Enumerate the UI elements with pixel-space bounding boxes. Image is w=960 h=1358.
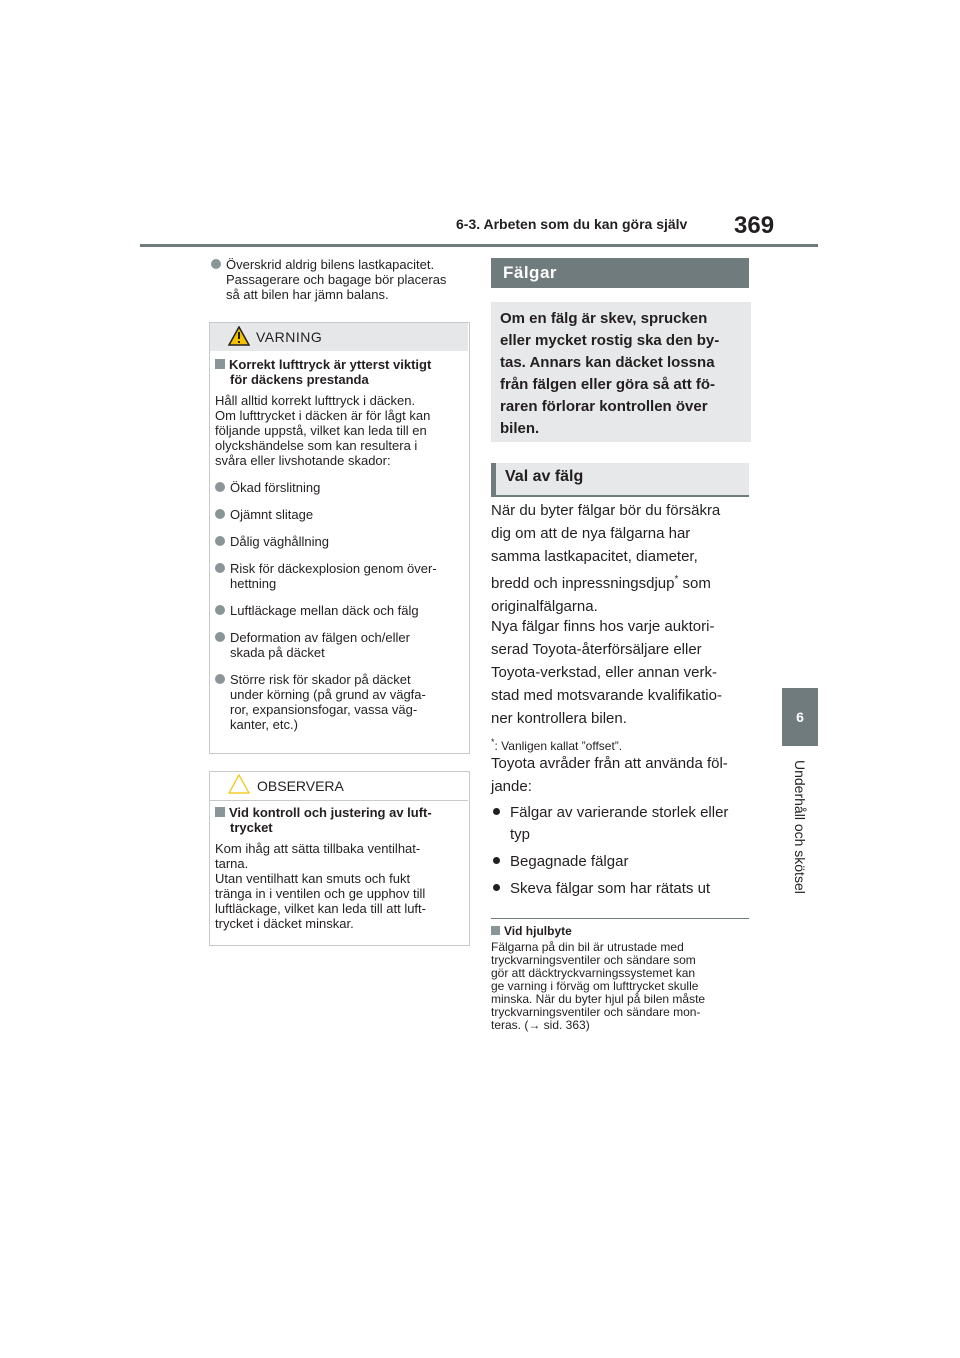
list-item: Deformation av fälgen och/eller skada på däcket [215,630,465,660]
notice-heading-line: trycket [230,820,273,835]
header-rule [140,244,818,247]
note-block: Vid hjulbyte Fälgarna på din bil är utrustade med tryckvarningsventiler och sändare som gör att däcktryckvarningssystemet kan ge varning i förväg om lufttrycket skulle minska. När du byter hjul på bilen måste tryckvarningsventiler och sändare mon- teras. (→ sid. 363) [491,924,706,1032]
summary-line: eller mycket rostig ska den by- [500,332,720,349]
warning-heading-line: Korrekt lufttryck är ytterst viktigt [229,357,432,372]
subsection-header [491,463,749,497]
paragraph-2: Nya fälgar finns hos varje auktori- serad Toyota-återförsäljare eller Toyota-verkstad, eller annan verk- stad med motsvarande kvalifikatio- ner kontrollera bilen. [491,618,722,727]
warning-body-line: olyckshändelse som kan resultera i [215,438,418,453]
intro-bullet [211,257,471,302]
bullet-icon [215,632,225,642]
list-item: Begagnade fälgar [491,851,751,873]
notice-title: OBSERVERA [257,778,344,794]
warning-heading-line: för däckens prestanda [230,372,369,387]
paragraph-1: När du byter fälgar bör du försäkra dig om att de nya fälgarna har samma lastkapacitet, diameter, bredd och inpressningsdjup* som originalfälgarna. [491,502,721,615]
section-header: 6-3. Arbeten som du kan göra själv [456,216,688,232]
square-bullet-icon [215,807,225,817]
warning-body-line: svåra eller livshotande skador: [215,453,391,468]
list-item: Dålig väghållning [215,534,465,549]
intro-line: så att bilen har jämn balans. [226,287,389,302]
notice-body-line: tarna. [215,856,249,871]
subsection-title: Val av fälg [505,468,584,485]
bullet-icon [215,536,225,546]
square-bullet-icon [215,359,225,369]
bullet-icon [215,605,225,615]
summary-line: Om en fälg är skev, sprucken [500,310,708,327]
section-title-bar [491,258,749,288]
warning-triangle-icon [228,326,250,346]
chapter-label-text: Underhåll och skötsel [792,760,808,894]
notice-body-line: Utan ventilhatt kan smuts och fukt [215,871,411,886]
notice-body-line: tränga in i ventilen och ge upphov till [215,886,426,901]
bullet-icon [493,808,500,815]
divider [491,918,749,919]
footnote: *: Vanligen kallat ”offset”. [491,737,623,753]
summary-line: från fälgen eller göra så att fö- [500,376,716,393]
list-item: Större risk för skador på däcket under körning (på grund av vägfa- ror, expansionsfogar, vassa väg- kanter, etc.) [215,672,465,732]
bullet-icon [215,563,225,573]
warning-body-line: följande uppstå, vilket kan leda till en [215,423,427,438]
list-item: Luftläckage mellan däck och fälg [215,603,465,618]
list-item: Ojämnt slitage [215,507,465,522]
bullet-icon [215,509,225,519]
summary-line: tas. Annars kan däcket lossna [500,354,715,371]
bullet-icon [215,482,225,492]
warning-body-line: Om lufttrycket i däcken är för lågt kan [215,408,431,423]
bullet-icon [493,857,500,864]
summary-box [491,302,751,442]
note-title: Vid hjulbyte [504,924,572,938]
list-item: Skeva fälgar som har rätats ut [491,878,751,900]
chapter-tab[interactable] [782,688,818,746]
notice-heading-line: Vid kontroll och justering av luft- [229,805,432,820]
bullet-list: Fälgar av varierande storlek eller typ Begagnade fälgar Skeva fälgar som har rätats ut [491,802,751,900]
arrow-icon: → [528,1018,541,1032]
list-item: Fälgar av varierande storlek eller [491,802,751,824]
warning-content [215,357,465,732]
chapter-label [770,760,830,900]
notice-body-line: luftläckage, vilket kan leda till att luft- [215,901,426,916]
paragraph-3: Toyota avråder från att använda föl- jande: [491,755,728,795]
caution-triangle-icon [228,774,250,794]
footnote-ref[interactable]: * [674,574,679,585]
list-item: Risk för däckexplosion genom över- hettning [215,561,465,591]
subsection-accent [491,463,496,495]
notice-body-line: trycket i däcket minskar. [215,916,354,931]
intro-line: Passagerare och bagage bör placeras [226,272,447,287]
bullet-icon [215,674,225,684]
notice-content [215,805,465,931]
section-title: Fälgar [503,263,558,282]
page-number: 369 [734,212,775,239]
chapter-number: 6 [796,709,804,725]
bullet-icon [493,884,500,891]
bullet-icon [211,259,221,269]
list-item: Ökad förslitning [215,480,465,495]
summary-line: raren förlorar kontrollen över [500,398,708,415]
warning-body-line: Håll alltid korrekt lufttryck i däcken. [215,393,416,408]
warning-title: VARNING [256,329,323,345]
notice-body-line: Kom ihåg att sätta tillbaka ventilhat- [215,841,421,856]
page-link[interactable]: sid. 363) [540,1018,590,1032]
summary-line: bilen. [500,420,540,437]
square-bullet-icon [491,926,500,935]
intro-line: Överskrid aldrig bilens lastkapacitet. [226,257,435,272]
